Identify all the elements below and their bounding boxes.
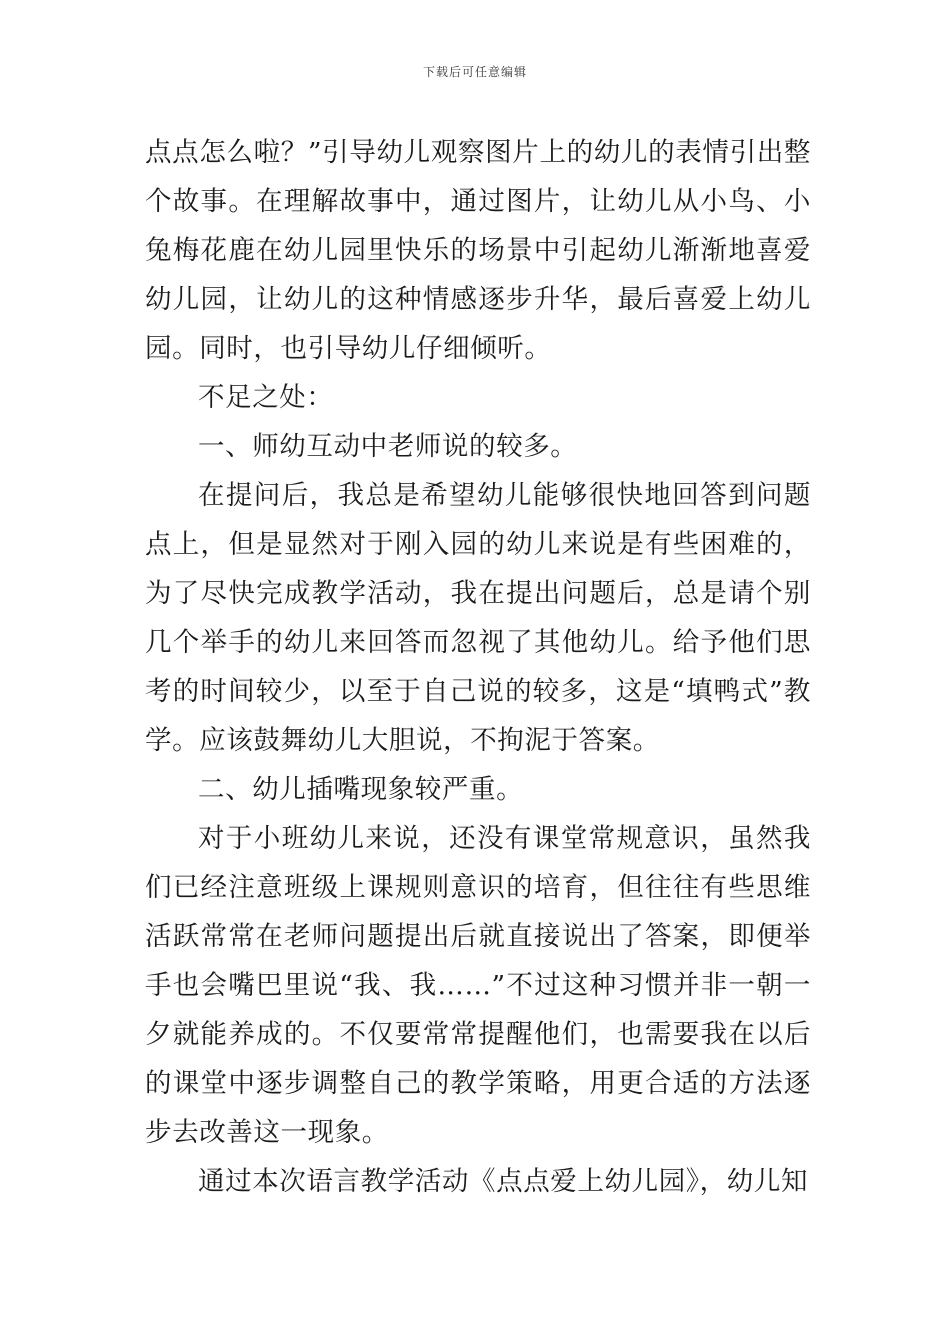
- paragraph-continuation: 点点怎么啦？”引导幼儿观察图片上的幼儿的表情引出整个故事。在理解故事中，通过图片，让幼儿从小鸟、小兔梅花鹿在幼儿园里快乐的场景中引起幼儿渐渐地喜爱幼儿园，让幼儿的这种情感逐步升华，最后喜爱上幼儿园。同时，也引导幼儿仔细倾听。: [145, 137, 811, 364]
- paragraph-conclusion-start: 通过本次语言教学活动《点点爱上幼儿园》，幼儿知: [198, 1166, 809, 1197]
- paragraph-point-two-heading: 二、幼儿插嘴现象较严重。: [198, 774, 524, 805]
- document-body: [145, 128, 811, 1206]
- page-header: 下载后可任意编辑: [422, 65, 527, 79]
- paragraph-point-one-body: 在提问后，我总是希望幼儿能够很快地回答到问题点上，但是显然对于刚入园的幼儿来说是有些困难的，为了尽快完成教学活动，我在提出问题后，总是请个别几个举手的幼儿来回答而忽视了其他幼儿。给予他们思考的时间较少，以至于自己说的较多，这是“填鸭式”教学。应该鼓舞幼儿大胆说，不拘泥于答案。: [145, 480, 811, 756]
- paragraph-shortcomings-heading: 不足之处：: [198, 382, 334, 413]
- paragraph-point-two-body: 对于小班幼儿来说，还没有课堂常规意识，虽然我们已经注意班级上课规则意识的培育，但往往有些思维活跃常常在老师问题提出后就直接说出了答案，即便举手也会嘴巴里说“我、我……”不过这种习惯并非一朝一夕就能养成的。不仅要常常提醒他们，也需要我在以后的课堂中逐步调整自己的教学策略，用更合适的方法逐步去改善这一现象。: [145, 823, 811, 1148]
- paragraph-point-one-heading: 一、师幼互动中老师说的较多。: [198, 431, 578, 462]
